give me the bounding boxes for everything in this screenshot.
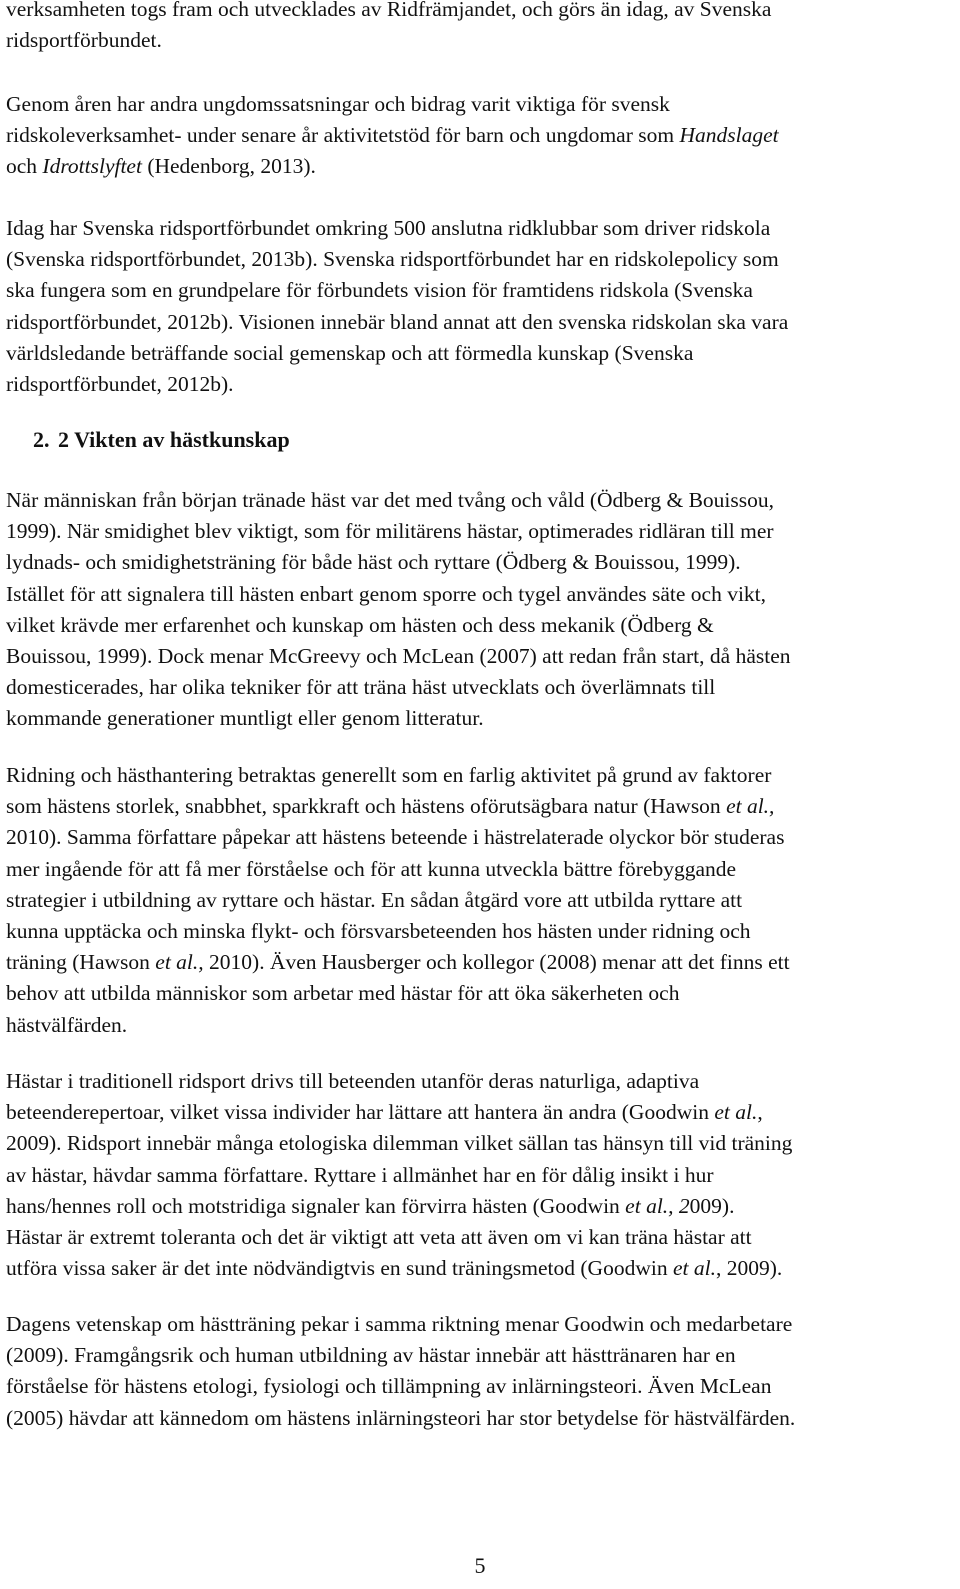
- paragraph-youth-initiatives: [6, 89, 952, 183]
- text-run: och: [6, 154, 43, 179]
- text-run: , 2009).: [715, 1256, 783, 1281]
- text-line: [6, 916, 952, 947]
- text-run: Ridning och hästhantering betraktas generellt som en farlig aktivitet på grund av faktorer: [6, 763, 772, 787]
- text-run: kommande generationer muntligt eller genom litteratur.: [6, 706, 484, 731]
- text-run: mer ingående för att få mer förståelse och för att kunna utveckla bättre förebyggande: [6, 856, 737, 881]
- paragraph-riding-clubs: [6, 213, 952, 400]
- text-run: hästvälfärden.: [6, 1012, 128, 1037]
- text-run: Istället för att signalera till hästen enbart genom sporre och tygel användes säte och vikt,: [6, 581, 767, 606]
- text-line: [6, 338, 952, 369]
- text-line: [6, 610, 952, 641]
- text-run: 2010). Samma författare påpekar att hästens beteende i hästrelaterade olyckor bör studeras: [6, 825, 785, 850]
- text-run: strategier i utbildning av ryttare och hästar. En sådan åtgärd vore att utbilda ryttare att: [6, 887, 743, 912]
- text-line: [6, 244, 952, 275]
- text-run: domesticerades, har olika tekniker för att träna häst utvecklats och överlämnats till: [6, 675, 716, 700]
- text-run: vilket krävde mer erfarenhet och kunskap om hästen och dess mekanik (Ödberg &: [6, 612, 714, 637]
- paragraph-riding-safety: [6, 760, 952, 1041]
- italic-text-run: Handslaget: [679, 123, 779, 148]
- text-run: 2009). Ridsport innebär många etologiska dilemman vilket sällan tas hänsyn till vid träning: [6, 1131, 793, 1156]
- text-run: ridskoleverksamhet- under senare år aktivitetstöd för barn och ungdomar som: [6, 123, 680, 148]
- text-line: [6, 89, 952, 120]
- text-run: (Svenska ridsportförbundet, 2013b). Svenska ridsportförbundet har en ridskolepolicy som: [6, 247, 779, 272]
- text-line: [6, 854, 952, 885]
- text-line: [6, 1097, 952, 1128]
- text-line: [6, 547, 952, 578]
- text-line: [6, 1010, 952, 1041]
- text-line: [6, 485, 952, 516]
- text-run: (2009). Framgångsrik och human utbildning av hästar innebär att hästtränaren har en: [6, 1343, 736, 1368]
- text-line: [6, 1128, 952, 1159]
- text-run: Genom åren har andra ungdomssatsningar och bidrag varit viktiga för svensk: [6, 92, 670, 116]
- text-line: [6, 579, 952, 610]
- text-run: Bouissou, 1999). Dock menar McGreevy och McLean (2007) att redan från start, då hästen: [6, 643, 791, 668]
- text-line: [6, 822, 952, 853]
- text-run: Hästar i traditionell ridsport drivs till beteenden utanför deras naturliga, adaptiva: [6, 1069, 700, 1093]
- text-line: [6, 791, 952, 822]
- text-line: [6, 672, 952, 703]
- text-line: [6, 120, 952, 151]
- section-title: 2 Vikten av hästkunskap: [58, 427, 290, 452]
- text-run: utföra vissa saker är det inte nödvändigtvis en sund träningsmetod (Goodwin: [6, 1256, 673, 1281]
- text-line: [6, 275, 952, 306]
- text-line: [6, 307, 952, 338]
- text-run: av hästar, hävdar samma författare. Ryttare i allmänhet har en för dålig insikt i hur: [6, 1162, 714, 1187]
- text-run: ridsportförbundet, 2012b). Visionen innebär bland annat att den svenska ridskolan ska vara: [6, 309, 789, 334]
- text-run: ,: [757, 1100, 763, 1125]
- italic-text-run: et al., 2: [625, 1193, 690, 1218]
- text-run: förståelse för hästens etologi, fysiologi och tillämpning av inlärningsteori. Även McLean: [6, 1374, 772, 1399]
- text-line: [6, 516, 952, 547]
- text-run: Hästar är extremt toleranta och det är viktigt att veta att även om vi kan träna hästar att: [6, 1224, 752, 1249]
- text-line: [6, 760, 952, 791]
- italic-text-run: et al.,: [726, 794, 775, 819]
- text-line: [6, 885, 952, 916]
- italic-text-run: et al.: [672, 1256, 716, 1281]
- text-run: Dagens vetenskap om hästträning pekar i samma riktning menar Goodwin och medarbetare: [6, 1312, 793, 1336]
- text-line: [6, 151, 952, 182]
- text-run: 009).: [689, 1193, 735, 1218]
- text-line: [6, 1309, 952, 1340]
- text-line: [6, 1222, 952, 1253]
- text-run: världsledande beträffande social gemenskap och att förmedla kunskap (Svenska: [6, 340, 694, 365]
- text-run: behov att utbilda människor som arbetar med hästar för att öka säkerheten och: [6, 981, 680, 1006]
- text-line: [6, 213, 952, 244]
- italic-text-run: et al.,: [155, 950, 204, 975]
- page-number: 5: [474, 1553, 486, 1578]
- text-run: ska fungera som en grundpelare för förbundets vision för framtidens ridskola (Svenska: [6, 278, 753, 303]
- text-run: 2010). Även Hausberger och kollegor (2008) menar att det finns ett: [203, 950, 790, 975]
- text-line: [6, 1066, 952, 1097]
- text-run: Idag har Svenska ridsportförbundet omkring 500 anslutna ridklubbar som driver ridskola: [6, 216, 771, 240]
- text-line: [6, 947, 952, 978]
- text-run: beteenderepertoar, vilket vissa individer har lättare att hantera än andra (Goodwin: [6, 1100, 715, 1125]
- italic-text-run: et al.: [714, 1100, 758, 1125]
- paragraph-intro-continuation: [6, 0, 952, 56]
- italic-text-run: Idrottslyftet: [42, 154, 142, 179]
- paragraph-modern-science: [6, 1309, 952, 1434]
- text-line: [6, 25, 952, 56]
- text-run: hans/hennes roll och motstridiga signaler kan förvirra hästen (Goodwin: [6, 1193, 626, 1218]
- paragraph-ethology: [6, 1066, 952, 1284]
- text-line: [6, 1371, 952, 1402]
- text-line: [6, 369, 952, 400]
- text-run: (2005) hävdar att kännedom om hästens inlärningsteori har stor betydelse för hästvälfärden.: [6, 1405, 796, 1430]
- text-line: [6, 641, 952, 672]
- text-line: [6, 1340, 952, 1371]
- text-run: verksamheten togs fram och utvecklades av Ridfrämjandet, och görs än idag, av Svenska: [6, 0, 772, 21]
- text-run: lydnads- och smidighetsträning för både häst och ryttare (Ödberg & Bouissou, 1999).: [6, 550, 741, 575]
- text-line: [6, 703, 952, 734]
- text-run: 1999). När smidighet blev viktigt, som för militärens hästar, optimerades ridläran till mer: [6, 519, 774, 544]
- text-run: När människan från början tränade häst var det med tvång och våld (Ödberg & Bouissou,: [6, 488, 775, 512]
- text-line: [6, 1191, 952, 1222]
- text-run: (Hedenborg, 2013).: [141, 154, 316, 179]
- section-number-part: 2.: [33, 427, 50, 452]
- text-run: träning (Hawson: [6, 950, 156, 975]
- text-line: [6, 1160, 952, 1191]
- text-run: kunna upptäcka och minska flykt- och försvarsbeteenden hos hästen under ridning och: [6, 918, 751, 943]
- text-line: [6, 1253, 952, 1284]
- text-run: ridsportförbundet.: [6, 28, 162, 53]
- paragraph-training-history: [6, 485, 952, 735]
- text-run: ridsportförbundet, 2012b).: [6, 371, 234, 396]
- text-line: [6, 0, 952, 25]
- text-run: som hästens storlek, snabbhet, sparkkraft och hästens oförutsägbara natur (Hawson: [6, 794, 727, 819]
- text-line: [6, 978, 952, 1009]
- text-line: [6, 1403, 952, 1434]
